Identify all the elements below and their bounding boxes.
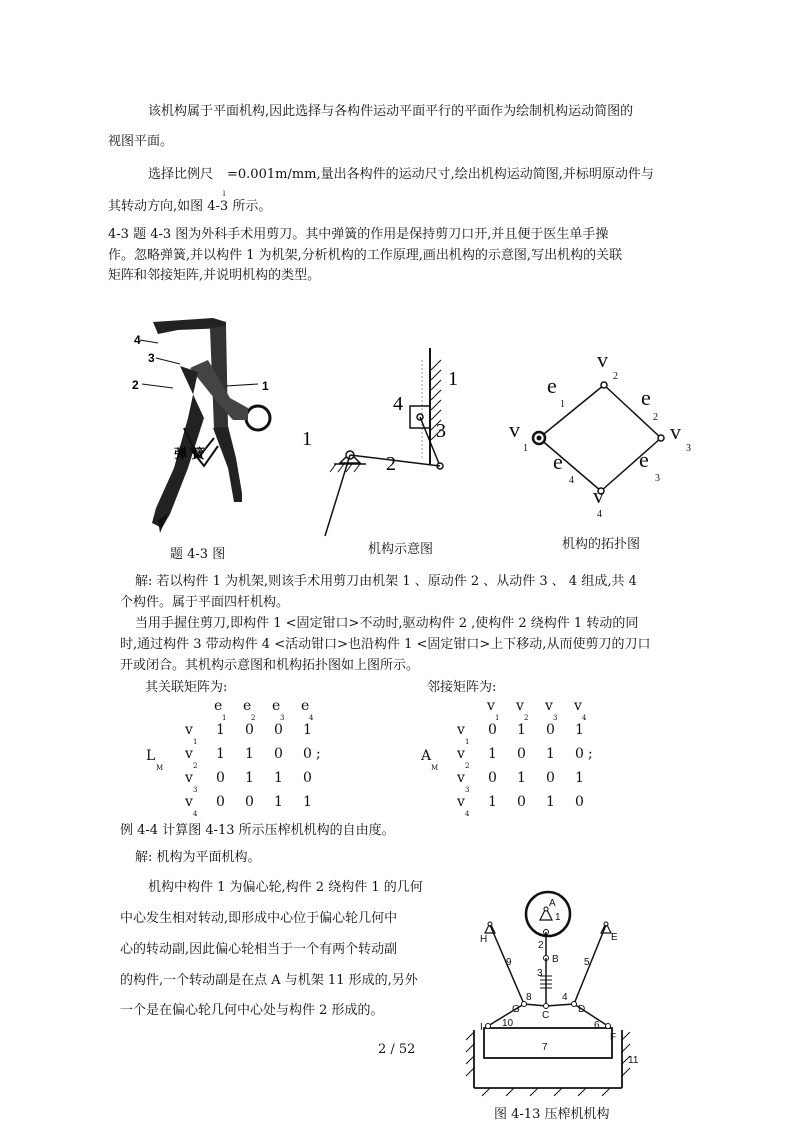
page-number: 2 / 52 <box>378 1042 416 1057</box>
press-label: A <box>549 898 556 909</box>
topology-vertex-label: v <box>670 419 681 444</box>
press-label: 5 <box>584 957 590 968</box>
press-label: 4 <box>562 992 568 1003</box>
press-label: C <box>542 1010 550 1021</box>
question-line: 作。忽略弹簧,并以构件 1 为机架,分析机构的工作原理,画出机构的示意图,写出机构的关联 <box>108 248 623 263</box>
question-line: 矩阵和邻接矩阵,并说明机构的类型。 <box>108 268 321 283</box>
topology-sub: 3 <box>655 473 660 484</box>
schematic-label: 4 <box>393 393 403 415</box>
press-label: 8 <box>526 992 532 1003</box>
topology-caption: 机构的拓扑图 <box>562 537 641 552</box>
paragraph-line: 视图平面。 <box>108 134 174 149</box>
topology-graph <box>505 345 695 525</box>
scissors-label: 3 <box>148 351 155 365</box>
topology-sub: 2 <box>653 412 658 423</box>
schematic-label: 1 <box>302 428 312 450</box>
press-caption: 图 4-13 压榨机机构 <box>494 1107 610 1122</box>
scissors-label: 4 <box>134 333 141 347</box>
paragraph-line: 该机构属于平面机构,因此选择与各构件运动平面平行的平面作为绘制机构运动简图的 <box>148 104 634 119</box>
solution-line: 解: 机构为平面机构。 <box>135 850 261 865</box>
solution-line: 时,通过构件 3 带动构件 4 <活动钳口>也沿构件 1 <固定钳口>上下移动,从而使剪刀的刀口 <box>120 637 651 652</box>
scissors-caption: 题 4-3 图 <box>170 547 226 562</box>
paragraph-line: 机构中构件 1 为偏心轮,构件 2 绕构件 1 的几何 <box>148 880 423 895</box>
topology-edge-label: e <box>553 449 563 474</box>
topology-edge-label: e <box>547 373 557 398</box>
topology-sub: 2 <box>613 371 618 382</box>
press-label: 1 <box>555 912 561 923</box>
topology-vertex-label: v <box>597 347 608 372</box>
press-label: 10 <box>502 1018 514 1029</box>
topology-edge-label: e <box>641 385 651 410</box>
paragraph-line: 其转动方向,如图 4-3 所示。 <box>108 199 272 214</box>
press-label: 2 <box>538 940 544 951</box>
press-label: 7 <box>542 1042 548 1053</box>
press-label: 3 <box>537 968 543 979</box>
press-label: H <box>480 934 488 945</box>
topology-sub: 3 <box>686 443 691 454</box>
topology-vertex-label: v <box>593 483 604 508</box>
paragraph-line: 一个是在偏心轮几何中心处与构件 2 形成的。 <box>120 1003 384 1018</box>
solution-line: 解: 若以构件 1 为机架,则该手术用剪刀由机架 1 、原动件 2 、从动件 3 、 4 组成,共 4 <box>135 574 637 589</box>
press-label: F <box>610 1032 617 1043</box>
incidence-title: 其关联矩阵为: <box>145 680 228 695</box>
question-line: 4-3 题 4-3 图为外科手术用剪刀。其中弹簧的作用是保持剪刀口开,并且便于医生单手操 <box>108 227 609 242</box>
schematic-label: 2 <box>386 453 396 475</box>
schematic-label: 3 <box>436 420 446 442</box>
example-heading: 例 4-4 计算图 4-13 所示压榨机机构的自由度。 <box>120 823 395 838</box>
scissors-label: 2 <box>132 378 139 392</box>
paragraph-line: 心的转动副,因此偏心轮相当于一个有两个转动副 <box>120 942 398 957</box>
mechanism-schematic <box>298 340 458 540</box>
press-mechanism-figure <box>462 880 652 1102</box>
paragraph-line: 的构件,一个转动副是在点 A 与机架 11 形成的,另外 <box>120 973 418 988</box>
paragraph-line: 中心发生相对转动,即形成中心位于偏心轮几何中 <box>120 911 398 926</box>
press-label: 6 <box>594 1020 600 1031</box>
topology-vertex-label: v <box>509 417 520 442</box>
incidence-matrix: L M e 1 e 2 e 3 e 4 v 1 1 0 0 1 v 2 1 1 0 0 ; v 3 0 1 1 0 v 4 0 0 1 1 <box>146 698 321 818</box>
press-label: G <box>512 1004 520 1015</box>
scissors-figure <box>118 308 308 538</box>
topology-edge-label: e <box>639 447 649 472</box>
adjacency-matrix: A M v 1 v 2 v 3 v 4 v 1 0 1 0 1 v 2 1 0 1 0 ; v 3 0 1 0 1 v 4 1 0 1 0 <box>421 698 593 818</box>
spring-label: 弹 簧 <box>174 447 205 462</box>
topology-sub: 4 <box>569 475 574 486</box>
topology-sub: 1 <box>523 443 528 454</box>
press-label: E <box>611 932 618 943</box>
solution-line: 当用手握住剪刀,即构件 1 <固定钳口>不动时,驱动构件 2 ,使构件 2 绕构件 1 转动的同 <box>135 616 639 631</box>
scissors-label: 1 <box>262 379 269 393</box>
press-label: I <box>480 1022 483 1033</box>
solution-line: 开或闭合。其机构示意图和机构拓扑图如上图所示。 <box>120 658 420 673</box>
topology-sub: 1 <box>560 399 565 410</box>
press-label: 9 <box>506 957 512 968</box>
schematic-caption: 机构示意图 <box>368 542 434 557</box>
press-label: B <box>552 954 559 965</box>
schematic-label: 1 <box>448 368 458 390</box>
paragraph-line: 选择比例尺 l =0.001m/mm,量出各构件的运动尺寸,绘出机构运动简图,并标明原动件与 <box>148 167 654 198</box>
topology-sub: 4 <box>597 509 602 520</box>
press-label: 11 <box>628 1055 639 1066</box>
solution-line: 个构件。属于平面四杆机构。 <box>120 595 290 610</box>
press-label: D <box>578 1004 586 1015</box>
adjacency-title: 邻接矩阵为: <box>427 680 497 695</box>
